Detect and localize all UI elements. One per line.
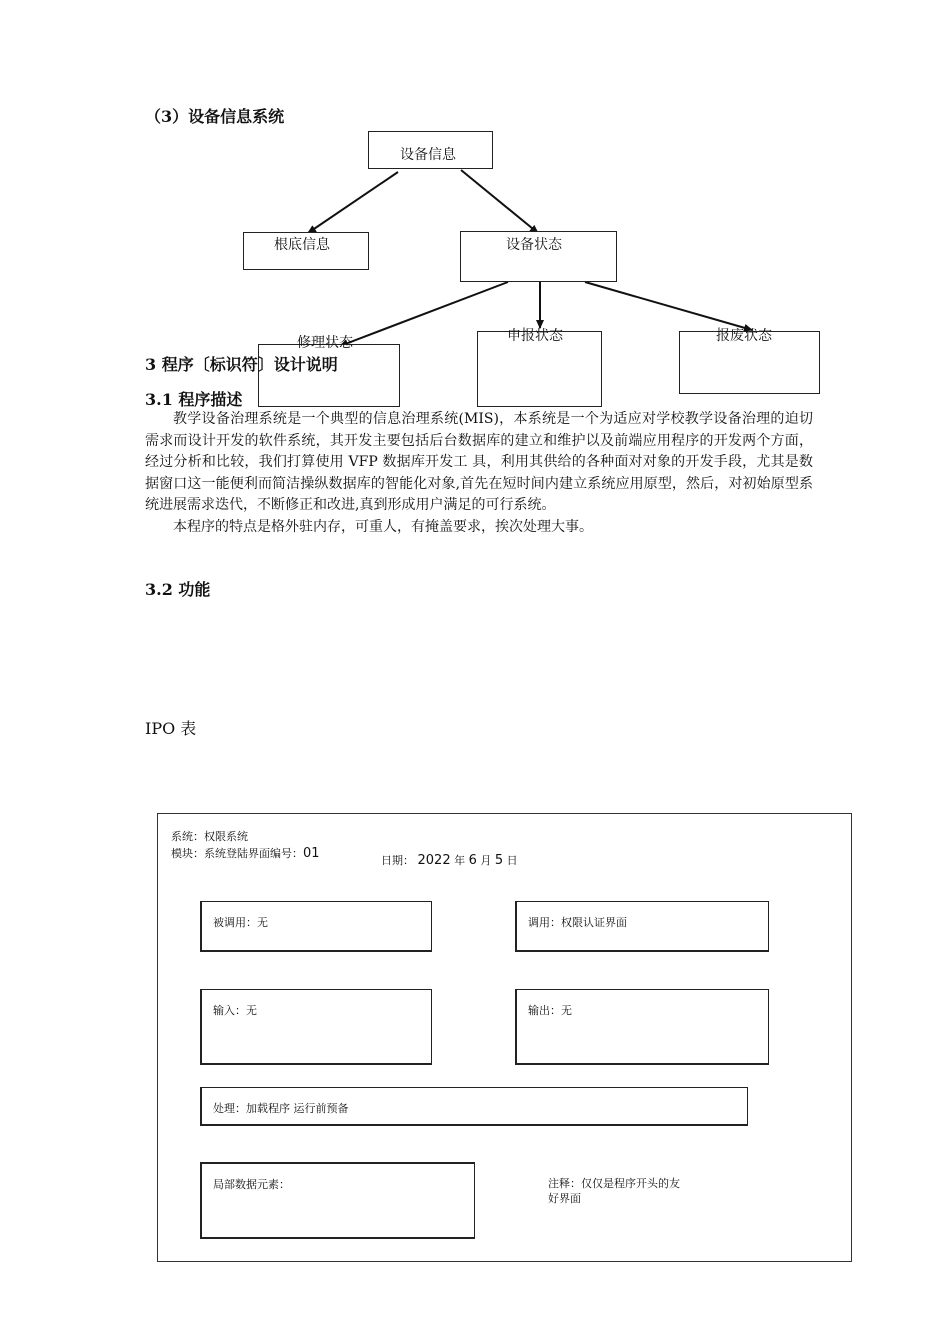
program-description <box>145 409 813 538</box>
subsection-3-1-heading: 3.1 程序描述 <box>145 390 243 409</box>
ipo-date-month-unit: 月 <box>480 854 492 867</box>
ipo-local-data: 局部数据元素： <box>213 1178 290 1191</box>
ipo-output-box <box>515 989 769 1065</box>
program-description-para-1: 教学设备治理系统是一个典型的信息治理系统(MIS)，本系统是一个为适应对学校教学设备治理的迫切需求而设计开发的软件系统，其开发主要包括后台数据库的建立和维护以及前端应用程序的开发两个方面，经过分析和比较，我们打算使用 VFP 数据库开发工 具，利用其供给的各种面对对象的开发手段，尤其是数据窗口这一能便利而简洁操纵数据库的智能化对象,首先在短时间内建立系统应用原型，然后，对初始原型系 统进展需求迭代，不断修正和改进,真到形成用户满足的可行系统。 <box>145 411 813 513</box>
tree-node-status-label: 设备状态 <box>506 237 562 253</box>
arrow-status-to-scrap <box>585 282 752 330</box>
arrow-root-to-basic <box>308 172 398 233</box>
ipo-calls: 调用：权限认证界面 <box>528 916 627 929</box>
ipo-input-box <box>200 989 432 1065</box>
program-description-para-2: 本程序的特点是格外驻内存，可重人，有掩盖要求，挨次处理大事。 <box>173 518 593 535</box>
ipo-module <box>171 845 320 861</box>
ipo-table <box>157 813 852 1262</box>
ipo-date-month: 6 <box>468 853 477 868</box>
chapter-heading: 3 程序〔标识符〕设计说明 <box>145 355 338 374</box>
ipo-date-label: 日期： <box>381 854 414 867</box>
ipo-date-day: 5 <box>494 853 504 868</box>
ipo-system: 系统：权限系统 <box>171 830 248 843</box>
tree-node-scrap-label: 报废状态 <box>716 328 772 344</box>
ipo-calls-box <box>515 901 769 952</box>
ipo-process-box <box>200 1087 748 1126</box>
ipo-called-by: 被调用：无 <box>213 916 268 929</box>
tree-node-repair-label: 修理状态 <box>297 335 353 351</box>
ipo-table-label: IPO 表 <box>145 719 197 738</box>
ipo-date-year: 2022 <box>417 853 451 868</box>
ipo-module-number: 01 <box>303 846 320 861</box>
tree-node-root-label: 设备信息 <box>400 147 456 163</box>
ipo-note-line-1: 注释：仅仅是程序开头的友 <box>548 1177 680 1190</box>
ipo-module-label: 模块：系统登陆界面编号： <box>171 847 303 860</box>
ipo-local-data-box <box>200 1162 475 1239</box>
arrow-root-to-status <box>461 170 538 233</box>
ipo-date-day-unit: 日 <box>506 854 518 867</box>
ipo-note-line-2: 好界面 <box>548 1192 581 1205</box>
ipo-date <box>381 852 518 868</box>
subsection-3-2-heading: 3.2 功能 <box>145 580 211 599</box>
section-heading: （3）设备信息系统 <box>145 107 285 126</box>
tree-node-basic-label: 根底信息 <box>274 237 330 253</box>
ipo-process: 处理：加载程序 运行前预备 <box>213 1102 349 1115</box>
ipo-called-by-box <box>200 901 432 952</box>
tree-node-report-label: 申报状态 <box>507 328 563 344</box>
ipo-output: 输出：无 <box>528 1004 572 1017</box>
ipo-input: 输入：无 <box>213 1004 257 1017</box>
ipo-date-year-unit: 年 <box>454 854 466 867</box>
